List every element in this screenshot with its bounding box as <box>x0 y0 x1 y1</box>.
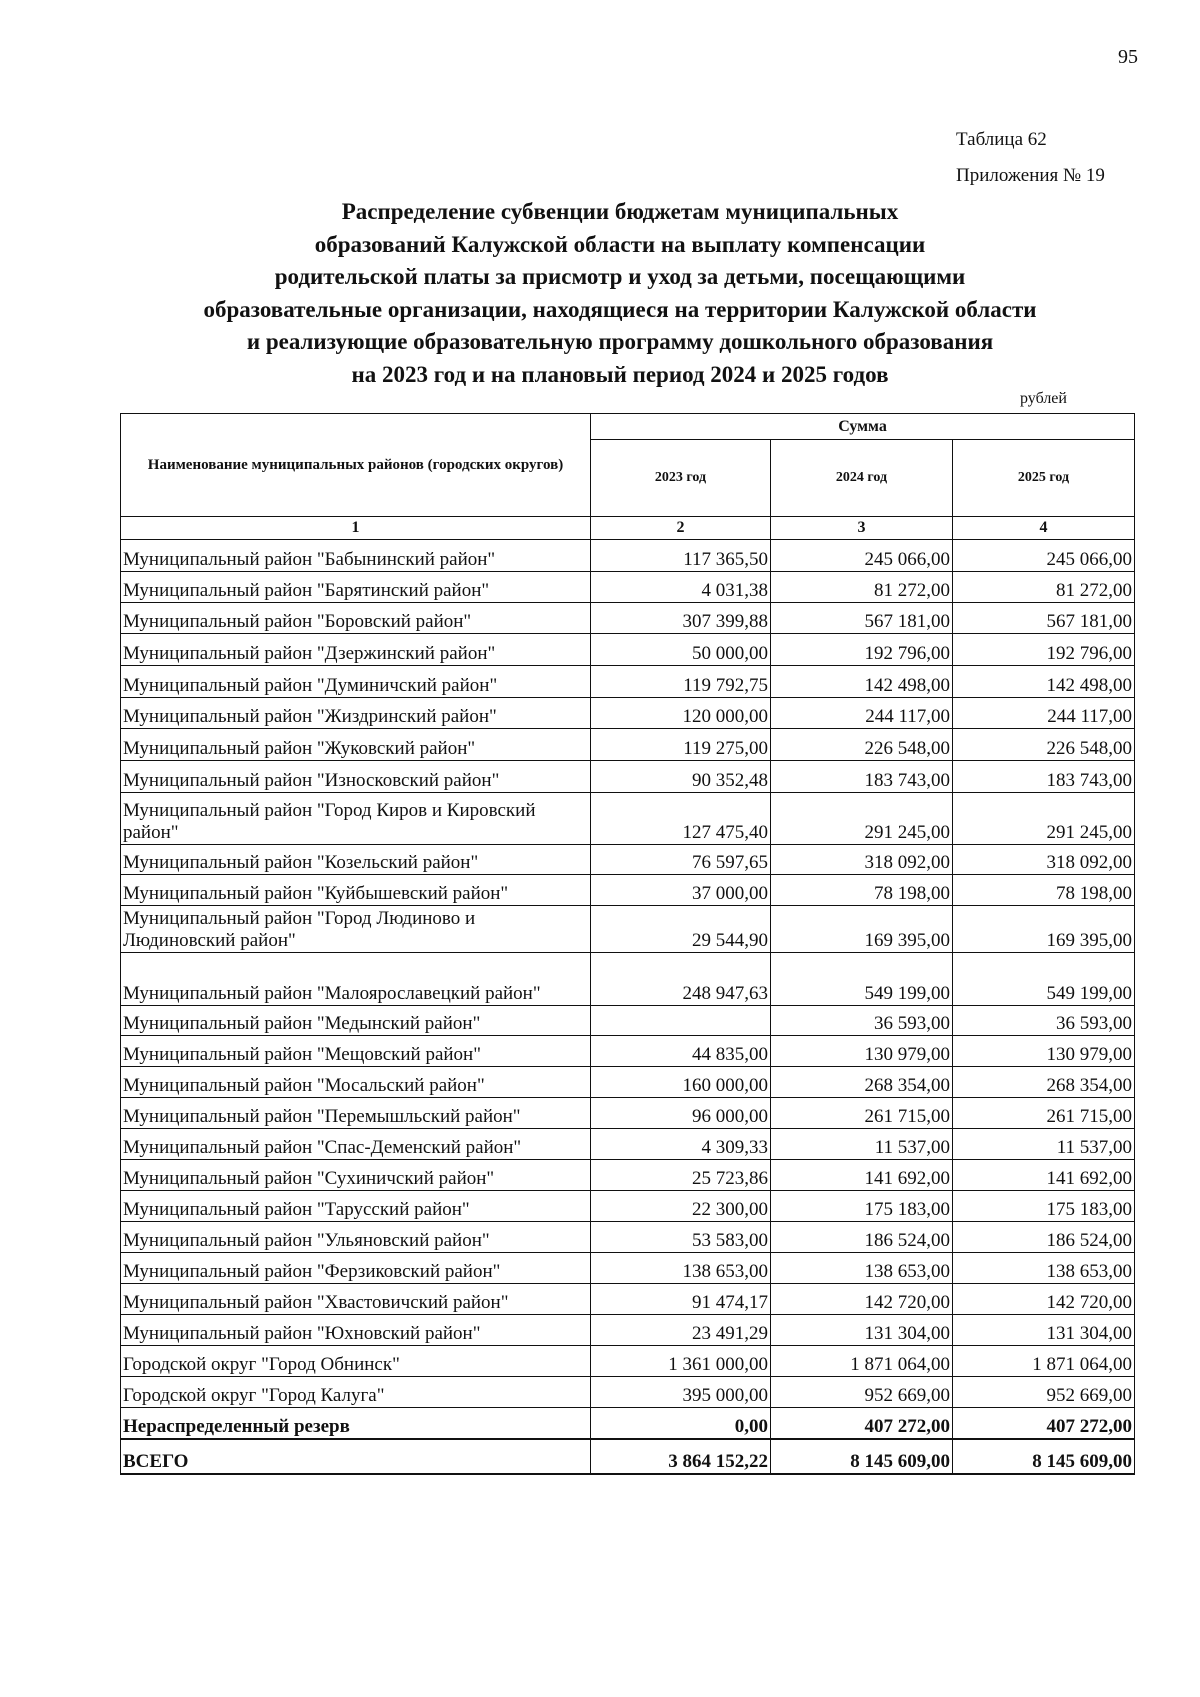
amount-2023-cell: 23 491,29 <box>591 1315 771 1346</box>
header-year-2024: 2024 год <box>771 440 953 517</box>
district-name-cell: Муниципальный район "Медынский район" <box>121 1006 591 1036</box>
district-name-cell: Муниципальный район "Тарусский район" <box>121 1191 591 1222</box>
table-row <box>121 634 1135 666</box>
district-name-cell: Муниципальный район "Барятинский район" <box>121 572 591 603</box>
total-row <box>121 1439 1135 1474</box>
amount-2023-cell: 119 792,75 <box>591 666 771 698</box>
document-title <box>120 196 1120 392</box>
table-row <box>121 729 1135 761</box>
amount-2024-cell: 78 198,00 <box>771 875 953 906</box>
district-name-cell: Муниципальный район "Перемышльский район" <box>121 1098 591 1129</box>
table-row <box>121 761 1135 793</box>
amount-2023-cell: 96 000,00 <box>591 1098 771 1129</box>
amount-2025-cell: 11 537,00 <box>953 1129 1135 1160</box>
page-number: 95 <box>1118 46 1138 68</box>
title-line: Распределение субвенции бюджетам муниципальных <box>341 199 899 224</box>
table-row <box>121 666 1135 698</box>
amount-2023-cell: 4 309,33 <box>591 1129 771 1160</box>
amount-2023-cell: 119 275,00 <box>591 729 771 761</box>
amount-2023-cell: 4 031,38 <box>591 572 771 603</box>
district-name-cell: Муниципальный район "Жуковский район" <box>121 729 591 761</box>
amount-2025-cell: 226 548,00 <box>953 729 1135 761</box>
district-name-cell: Муниципальный район "Козельский район" <box>121 845 591 875</box>
amount-2024-cell: 318 092,00 <box>771 845 953 875</box>
header-year-2023: 2023 год <box>591 440 771 517</box>
district-name-cell: Муниципальный район "Боровский район" <box>121 603 591 634</box>
amount-2025-cell: 192 796,00 <box>953 634 1135 666</box>
amount-2025-cell: 169 395,00 <box>953 906 1135 953</box>
table-body <box>121 540 1135 1475</box>
amount-2025-cell: 78 198,00 <box>953 875 1135 906</box>
header-year-2025: 2025 год <box>953 440 1135 517</box>
amount-2024-cell: 141 692,00 <box>771 1160 953 1191</box>
amount-2024-cell: 142 498,00 <box>771 666 953 698</box>
amount-2024-cell: 549 199,00 <box>771 953 953 1006</box>
amount-2023-cell: 25 723,86 <box>591 1160 771 1191</box>
amount-2023-cell: 1 361 000,00 <box>591 1346 771 1377</box>
amount-2023-cell: 248 947,63 <box>591 953 771 1006</box>
table-row <box>121 1284 1135 1315</box>
table-row <box>121 1036 1135 1067</box>
amount-2024-cell: 291 245,00 <box>771 793 953 845</box>
district-name-cell: Муниципальный район "Ферзиковский район" <box>121 1253 591 1284</box>
district-name-cell: Муниципальный район "Сухиничский район" <box>121 1160 591 1191</box>
table-reference: Таблица 62 <box>956 129 1047 150</box>
header-name-column: Наименование муниципальных районов (городских округов) <box>121 414 591 517</box>
amount-2023-cell: 307 399,88 <box>591 603 771 634</box>
amount-2025-cell: 261 715,00 <box>953 1098 1135 1129</box>
table-row <box>121 572 1135 603</box>
title-line: образований Калужской области на выплату компенсации <box>314 231 926 257</box>
amount-2024-cell: 1 871 064,00 <box>771 1346 953 1377</box>
amount-2024-cell: 226 548,00 <box>771 729 953 761</box>
amount-2024-cell: 183 743,00 <box>771 761 953 793</box>
amount-2023-cell: 76 597,65 <box>591 845 771 875</box>
amount-2023-cell: 395 000,00 <box>591 1377 771 1408</box>
title-line: на 2023 год и на плановый период 2024 и 2025 годов <box>351 361 889 387</box>
amount-2023-cell: 127 475,40 <box>591 793 771 845</box>
amount-2024-cell: 169 395,00 <box>771 906 953 953</box>
amount-2025-cell: 407 272,00 <box>953 1408 1135 1440</box>
table-row <box>121 1098 1135 1129</box>
district-name-cell: Муниципальный район "Город Киров и Кировский район" <box>121 793 591 845</box>
amount-2024-cell: 244 117,00 <box>771 698 953 729</box>
amount-2023-cell: 50 000,00 <box>591 634 771 666</box>
header-sum-group: Сумма <box>591 414 1135 440</box>
amount-2024-cell: 175 183,00 <box>771 1191 953 1222</box>
amount-2024-cell: 407 272,00 <box>771 1408 953 1440</box>
amount-2024-cell: 245 066,00 <box>771 540 953 572</box>
amount-2024-cell: 268 354,00 <box>771 1067 953 1098</box>
amount-2024-cell: 138 653,00 <box>771 1253 953 1284</box>
district-name-cell: Муниципальный район "Износковский район" <box>121 761 591 793</box>
amount-2025-cell: 8 145 609,00 <box>953 1439 1135 1474</box>
amount-2025-cell: 131 304,00 <box>953 1315 1135 1346</box>
amount-2025-cell: 245 066,00 <box>953 540 1135 572</box>
appendix-reference: Приложения № 19 <box>956 165 1105 186</box>
amount-2023-cell: 160 000,00 <box>591 1067 771 1098</box>
table-row <box>121 875 1135 906</box>
amount-2024-cell: 8 145 609,00 <box>771 1439 953 1474</box>
amount-2025-cell: 36 593,00 <box>953 1006 1135 1036</box>
amount-2023-cell <box>591 1006 771 1036</box>
table-row <box>121 845 1135 875</box>
units-label: рублей <box>1020 390 1067 407</box>
table-row <box>121 1129 1135 1160</box>
amount-2024-cell: 131 304,00 <box>771 1315 953 1346</box>
district-name-cell: ВСЕГО <box>121 1439 591 1474</box>
table-row <box>121 906 1135 953</box>
title-line: образовательные организации, находящиеся на территории Калужской области <box>203 296 1037 322</box>
column-number: 2 <box>591 517 771 540</box>
amount-2023-cell: 3 864 152,22 <box>591 1439 771 1474</box>
amount-2024-cell: 81 272,00 <box>771 572 953 603</box>
title-line: родительской платы за присмотр и уход за детьми, посещающими <box>274 264 966 290</box>
district-name-cell: Муниципальный район "Бабынинский район" <box>121 540 591 572</box>
amount-2025-cell: 141 692,00 <box>953 1160 1135 1191</box>
district-name-cell: Муниципальный район "Жиздринский район" <box>121 698 591 729</box>
column-number: 4 <box>953 517 1135 540</box>
table-row <box>121 1408 1135 1440</box>
table-row <box>121 603 1135 634</box>
amount-2023-cell: 37 000,00 <box>591 875 771 906</box>
district-name-cell: Муниципальный район "Город Людиново и Людиновский район" <box>121 906 591 953</box>
amount-2023-cell: 90 352,48 <box>591 761 771 793</box>
amount-2023-cell: 44 835,00 <box>591 1036 771 1067</box>
district-name-cell: Муниципальный район "Малоярославецкий район" <box>121 953 591 1006</box>
amount-2025-cell: 952 669,00 <box>953 1377 1135 1408</box>
district-name-cell: Муниципальный район "Мещовский район" <box>121 1036 591 1067</box>
district-name-cell: Муниципальный район "Дзержинский район" <box>121 634 591 666</box>
amount-2023-cell: 117 365,50 <box>591 540 771 572</box>
amount-2025-cell: 291 245,00 <box>953 793 1135 845</box>
table-row <box>121 1253 1135 1284</box>
amount-2024-cell: 261 715,00 <box>771 1098 953 1129</box>
table-row <box>121 793 1135 845</box>
amount-2025-cell: 549 199,00 <box>953 953 1135 1006</box>
amount-2025-cell: 130 979,00 <box>953 1036 1135 1067</box>
table-row <box>121 1377 1135 1408</box>
district-name-cell: Муниципальный район "Думиничский район" <box>121 666 591 698</box>
table-row <box>121 1067 1135 1098</box>
amount-2023-cell: 138 653,00 <box>591 1253 771 1284</box>
amount-2024-cell: 142 720,00 <box>771 1284 953 1315</box>
amount-2024-cell: 192 796,00 <box>771 634 953 666</box>
table-row <box>121 1346 1135 1377</box>
amount-2023-cell: 120 000,00 <box>591 698 771 729</box>
amount-2025-cell: 138 653,00 <box>953 1253 1135 1284</box>
table-row <box>121 1315 1135 1346</box>
amount-2024-cell: 36 593,00 <box>771 1006 953 1036</box>
amount-2025-cell: 1 871 064,00 <box>953 1346 1135 1377</box>
table-row <box>121 953 1135 1006</box>
district-name-cell: Муниципальный район "Хвастовичский район" <box>121 1284 591 1315</box>
subsidy-distribution-table <box>120 413 1135 1475</box>
table-row <box>121 1006 1135 1036</box>
amount-2023-cell: 22 300,00 <box>591 1191 771 1222</box>
amount-2024-cell: 130 979,00 <box>771 1036 953 1067</box>
amount-2024-cell: 11 537,00 <box>771 1129 953 1160</box>
district-name-cell: Городской округ "Город Калуга" <box>121 1377 591 1408</box>
amount-2024-cell: 952 669,00 <box>771 1377 953 1408</box>
district-name-cell: Муниципальный район "Мосальский район" <box>121 1067 591 1098</box>
table-row <box>121 1191 1135 1222</box>
table-row <box>121 1222 1135 1253</box>
amount-2023-cell: 29 544,90 <box>591 906 771 953</box>
amount-2025-cell: 183 743,00 <box>953 761 1135 793</box>
amount-2025-cell: 175 183,00 <box>953 1191 1135 1222</box>
district-name-cell: Муниципальный район "Спас-Деменский район" <box>121 1129 591 1160</box>
amount-2025-cell: 244 117,00 <box>953 698 1135 729</box>
table-row <box>121 698 1135 729</box>
table-row <box>121 1160 1135 1191</box>
column-number: 1 <box>121 517 591 540</box>
column-number: 3 <box>771 517 953 540</box>
amount-2025-cell: 567 181,00 <box>953 603 1135 634</box>
amount-2025-cell: 268 354,00 <box>953 1067 1135 1098</box>
amount-2023-cell: 53 583,00 <box>591 1222 771 1253</box>
amount-2024-cell: 186 524,00 <box>771 1222 953 1253</box>
title-line: и реализующие образовательную программу дошкольного образования <box>246 329 994 355</box>
district-name-cell: Городской округ "Город Обнинск" <box>121 1346 591 1377</box>
amount-2023-cell: 0,00 <box>591 1408 771 1440</box>
amount-2025-cell: 186 524,00 <box>953 1222 1135 1253</box>
district-name-cell: Муниципальный район "Юхновский район" <box>121 1315 591 1346</box>
district-name-cell: Нераспределенный резерв <box>121 1408 591 1440</box>
amount-2024-cell: 567 181,00 <box>771 603 953 634</box>
amount-2025-cell: 81 272,00 <box>953 572 1135 603</box>
table-row <box>121 540 1135 572</box>
amount-2025-cell: 318 092,00 <box>953 845 1135 875</box>
district-name-cell: Муниципальный район "Куйбышевский район" <box>121 875 591 906</box>
amount-2023-cell: 91 474,17 <box>591 1284 771 1315</box>
district-name-cell: Муниципальный район "Ульяновский район" <box>121 1222 591 1253</box>
amount-2025-cell: 142 720,00 <box>953 1284 1135 1315</box>
amount-2025-cell: 142 498,00 <box>953 666 1135 698</box>
